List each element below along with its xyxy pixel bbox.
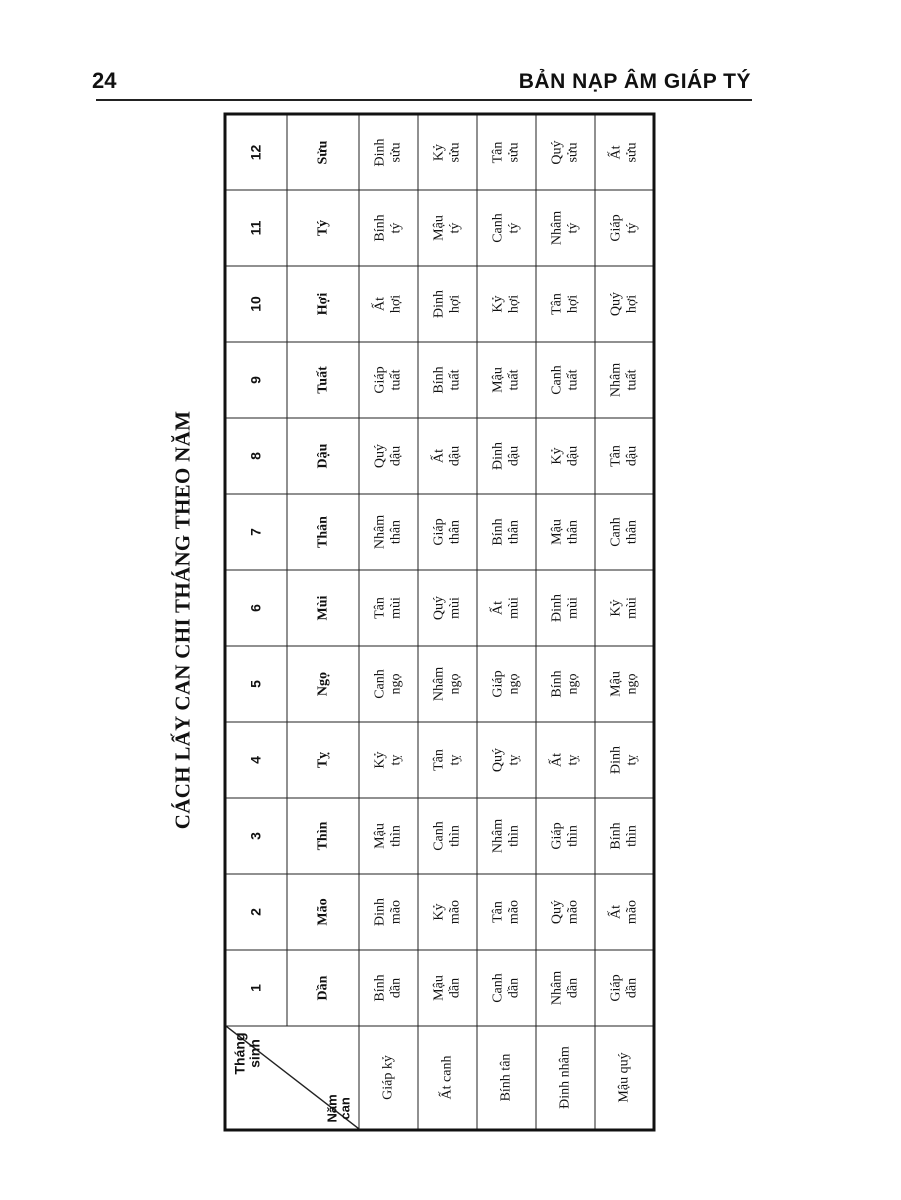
month-can-chi-cell [536, 722, 595, 798]
month-number-cell: 5 [225, 646, 287, 722]
cell-can: Canh [549, 365, 565, 395]
table-row [477, 114, 536, 1130]
cell-can: Giáp [549, 822, 565, 850]
cell-can: Nhâm [431, 666, 447, 702]
month-can-chi-cell [536, 418, 595, 494]
cell-chi: thìn [447, 825, 463, 847]
cell-chi: tý [565, 222, 581, 234]
month-can-chi-cell [477, 114, 536, 190]
cell-chi: tý [506, 222, 522, 234]
month-can-chi-cell [418, 418, 477, 494]
month-can-chi-cell [536, 950, 595, 1026]
cell-can: Mậu [372, 823, 388, 849]
cell-can: Mậu [431, 975, 447, 1001]
year-can-cell: Giáp kỷ [359, 1026, 418, 1130]
corner-month-label-line1: Tháng [231, 1032, 248, 1075]
month-can-chi-cell [477, 418, 536, 494]
year-can-cell: Ất canh [418, 1026, 477, 1130]
cell-can: Ất [490, 601, 506, 615]
cell-chi: dần [565, 977, 581, 999]
cell-can: Đinh [372, 138, 388, 167]
cell-chi: dậu [624, 445, 639, 467]
corner-month-label [233, 1033, 262, 1075]
month-branch-cell: Thân [287, 494, 359, 570]
month-can-chi-cell [418, 190, 477, 266]
cell-chi: dần [624, 977, 639, 999]
cell-chi: mùi [624, 597, 639, 619]
month-branch-cell: Thìn [287, 798, 359, 874]
month-branch-row [287, 114, 359, 1130]
month-can-chi-cell [477, 342, 536, 418]
month-can-chi-cell [595, 494, 654, 570]
month-can-chi-table [224, 113, 656, 1132]
cell-chi: sửu [447, 142, 463, 163]
year-can-cell: Mậu quý [595, 1026, 654, 1130]
cell-chi: tuất [565, 369, 581, 391]
cell-can: Nhâm [608, 362, 624, 398]
cell-can: Mậu [608, 671, 624, 697]
month-can-chi-cell [477, 646, 536, 722]
month-can-chi-cell [359, 874, 418, 950]
cell-chi: ngọ [565, 673, 581, 695]
table-body [225, 114, 654, 1130]
month-branch-cell: Ngọ [287, 646, 359, 722]
cell-can: Quý [490, 747, 506, 773]
cell-chi: thân [565, 519, 581, 545]
month-can-chi-cell [477, 874, 536, 950]
month-can-chi-cell [595, 418, 654, 494]
cell-can: Giáp [490, 670, 506, 698]
cell-chi: thìn [624, 825, 639, 847]
month-can-chi-cell [418, 646, 477, 722]
month-can-chi-cell [595, 722, 654, 798]
month-number-row [225, 114, 287, 1130]
month-can-chi-cell [418, 874, 477, 950]
cell-chi: dần [447, 977, 463, 999]
cell-can: Đinh [490, 442, 506, 470]
month-can-chi-cell [359, 950, 418, 1026]
month-can-chi-cell [359, 266, 418, 342]
corner-year-label-line2: can [337, 1097, 353, 1120]
cell-can: Giáp [372, 366, 388, 394]
month-branch-cell: Dậu [287, 418, 359, 494]
month-can-chi-cell [418, 266, 477, 342]
cell-can: Ất [608, 145, 624, 160]
month-can-chi-cell [595, 190, 654, 266]
month-can-chi-cell [359, 722, 418, 798]
cell-chi: tỵ [447, 754, 463, 766]
cell-can: Nhâm [549, 210, 565, 246]
cell-chi: hợi [506, 294, 522, 314]
cell-chi: ngọ [447, 673, 463, 695]
month-can-chi-cell [359, 114, 418, 190]
month-can-chi-cell [477, 190, 536, 266]
cell-can: Canh [431, 821, 447, 851]
cell-can: Đinh [549, 594, 565, 622]
table-row [595, 114, 654, 1130]
cell-chi: hợi [388, 294, 404, 314]
cell-chi: thìn [388, 825, 404, 847]
cell-can: Kỷ [431, 143, 447, 162]
month-can-chi-cell [477, 950, 536, 1026]
month-can-chi-cell [418, 722, 477, 798]
month-can-chi-cell [418, 114, 477, 190]
cell-chi: tý [388, 222, 404, 234]
corner-year-label-line1: Năm [324, 1094, 340, 1123]
month-branch-cell: Mùi [287, 570, 359, 646]
cell-can: Quý [549, 140, 565, 165]
page-number: 24 [92, 68, 117, 93]
running-title: BẢN NẠP ÂM GIÁP TÝ [518, 70, 751, 93]
month-can-chi-cell [418, 342, 477, 418]
month-number-cell: 12 [225, 114, 287, 190]
cell-chi: ngọ [506, 673, 522, 695]
cell-chi: tỵ [565, 754, 581, 766]
cell-chi: thân [506, 519, 522, 545]
month-can-chi-cell [536, 570, 595, 646]
year-can-cell: Bính tân [477, 1026, 536, 1130]
cell-can: Bính [431, 366, 447, 394]
cell-chi: tý [447, 222, 463, 234]
cell-chi: mùi [388, 597, 404, 619]
month-can-chi-cell [359, 798, 418, 874]
cell-chi: mùi [447, 597, 463, 619]
month-can-chi-cell [595, 950, 654, 1026]
cell-chi: dậu [565, 445, 581, 467]
month-can-chi-cell [477, 266, 536, 342]
month-can-chi-cell [595, 570, 654, 646]
month-can-chi-cell [536, 494, 595, 570]
month-can-chi-cell [595, 646, 654, 722]
cell-can: Quý [608, 291, 624, 317]
cell-chi: tỵ [388, 754, 404, 766]
month-can-chi-cell [477, 722, 536, 798]
month-can-chi-cell [477, 798, 536, 874]
cell-chi: mùi [506, 597, 522, 619]
month-number-cell: 7 [225, 494, 287, 570]
cell-can: Canh [372, 669, 388, 699]
cell-can: Nhâm [372, 514, 388, 550]
month-number-cell: 9 [225, 342, 287, 418]
month-branch-cell: Mão [287, 874, 359, 950]
cell-chi: thân [388, 519, 404, 545]
table-title: CÁCH LẤY CAN CHI THÁNG THEO NĂM [170, 410, 195, 830]
cell-can: Đinh [431, 290, 447, 318]
month-number-cell: 2 [225, 874, 287, 950]
month-can-chi-cell [418, 798, 477, 874]
cell-chi: thân [447, 519, 463, 545]
month-number-cell: 8 [225, 418, 287, 494]
cell-can: Ất [372, 297, 388, 311]
cell-chi: tuất [506, 369, 522, 391]
cell-chi: thân [624, 519, 639, 545]
cell-chi: tuất [624, 369, 639, 391]
month-can-chi-cell [536, 798, 595, 874]
cell-chi: hợi [565, 294, 581, 314]
corner-year-label [325, 1094, 352, 1122]
cell-chi: ngọ [624, 673, 639, 695]
month-can-chi-cell [359, 418, 418, 494]
cell-can: Tân [372, 597, 388, 619]
year-can-cell: Đinh nhâm [536, 1026, 595, 1130]
cell-chi: hợi [447, 294, 463, 314]
cell-chi: sửu [388, 142, 404, 163]
cell-chi: mão [388, 899, 404, 925]
month-number-cell: 6 [225, 570, 287, 646]
month-can-chi-cell [359, 342, 418, 418]
month-can-chi-cell [595, 798, 654, 874]
cell-chi: sửu [624, 142, 639, 163]
month-branch-cell: Hợi [287, 266, 359, 342]
cell-can: Tân [490, 901, 506, 923]
month-can-chi-cell [536, 114, 595, 190]
month-can-chi-cell [477, 570, 536, 646]
cell-can: Đinh [608, 746, 624, 774]
cell-can: Tân [490, 141, 506, 164]
month-can-chi-cell [418, 570, 477, 646]
cell-can: Giáp [608, 974, 624, 1002]
cell-can: Kỷ [490, 295, 506, 313]
cell-chi: dần [506, 977, 522, 999]
cell-can: Nhâm [549, 970, 565, 1006]
month-number-cell: 1 [225, 950, 287, 1026]
cell-chi: mão [624, 899, 639, 925]
cell-can: Mậu [490, 367, 506, 393]
cell-can: Kỷ [372, 751, 388, 769]
cell-can: Tân [431, 749, 447, 771]
month-can-chi-cell [595, 114, 654, 190]
month-can-chi-cell [595, 342, 654, 418]
month-number-cell: 3 [225, 798, 287, 874]
cell-chi: mùi [565, 597, 581, 619]
cell-chi: tý [624, 222, 639, 234]
cell-chi: dần [388, 977, 404, 999]
month-can-chi-cell [595, 266, 654, 342]
cell-chi: sửu [565, 142, 581, 163]
cell-chi: tuất [447, 369, 463, 391]
month-branch-cell: Tý [287, 190, 359, 266]
month-can-chi-cell [418, 950, 477, 1026]
cell-chi: thìn [506, 825, 522, 847]
month-can-chi-cell [536, 646, 595, 722]
cell-chi: dậu [388, 445, 404, 467]
cell-can: Bính [549, 670, 565, 698]
cell-chi: ngọ [388, 673, 404, 695]
month-can-chi-cell [359, 570, 418, 646]
cell-chi: mão [506, 899, 522, 925]
cell-can: Bính [608, 822, 624, 850]
table-row [536, 114, 595, 1130]
cell-can: Ất [431, 449, 447, 463]
cell-can: Quý [549, 899, 565, 925]
cell-can: Ất [608, 905, 624, 919]
table-row [418, 114, 477, 1130]
cell-chi: tỵ [506, 754, 522, 766]
month-can-chi-cell [536, 266, 595, 342]
month-branch-cell: Tỵ [287, 722, 359, 798]
cell-can: Quý [372, 443, 388, 469]
cell-can: Canh [490, 213, 506, 243]
month-can-chi-cell [359, 646, 418, 722]
cell-chi: dậu [447, 445, 463, 467]
month-branch-cell: Tuất [287, 342, 359, 418]
month-number-cell: 4 [225, 722, 287, 798]
month-can-chi-cell [536, 874, 595, 950]
month-can-chi-cell [595, 874, 654, 950]
cell-can: Canh [490, 973, 506, 1003]
table-row [359, 114, 418, 1130]
cell-can: Kỷ [431, 903, 447, 921]
cell-can: Bính [490, 518, 506, 546]
cell-can: Kỷ [549, 447, 565, 465]
month-can-chi-cell [359, 494, 418, 570]
month-number-cell: 10 [225, 266, 287, 342]
cell-chi: thìn [565, 825, 581, 847]
cell-can: Kỷ [608, 599, 624, 617]
month-can-chi-cell [536, 190, 595, 266]
month-branch-cell: Sửu [287, 114, 359, 190]
cell-can: Mậu [549, 519, 565, 545]
cell-can: Ất [549, 753, 565, 767]
cell-can: Canh [608, 517, 624, 547]
table-corner-cell [225, 1026, 359, 1130]
cell-can: Bính [372, 214, 388, 242]
month-can-chi-cell [536, 342, 595, 418]
corner-month-label-line2: sinh [246, 1039, 263, 1068]
cell-can: Bính [372, 974, 388, 1002]
cell-chi: tỵ [624, 754, 639, 766]
month-can-chi-cell [477, 494, 536, 570]
month-can-chi-cell [418, 494, 477, 570]
cell-chi: mão [565, 899, 581, 925]
cell-chi: sửu [506, 142, 522, 163]
cell-can: Mậu [431, 215, 447, 241]
header-rule [96, 99, 752, 101]
cell-can: Tân [549, 293, 565, 315]
cell-can: Đinh [372, 898, 388, 926]
cell-chi: hợi [624, 294, 639, 314]
cell-can: Giáp [608, 214, 624, 242]
cell-chi: mão [447, 899, 463, 925]
cell-chi: dậu [506, 445, 522, 467]
cell-can: Quý [431, 595, 447, 621]
month-branch-cell: Dần [287, 950, 359, 1026]
cell-chi: tuất [388, 369, 404, 391]
cell-can: Tân [608, 445, 624, 467]
month-number-cell: 11 [225, 190, 287, 266]
cell-can: Nhâm [490, 818, 506, 854]
month-can-chi-cell [359, 190, 418, 266]
cell-can: Giáp [431, 518, 447, 546]
